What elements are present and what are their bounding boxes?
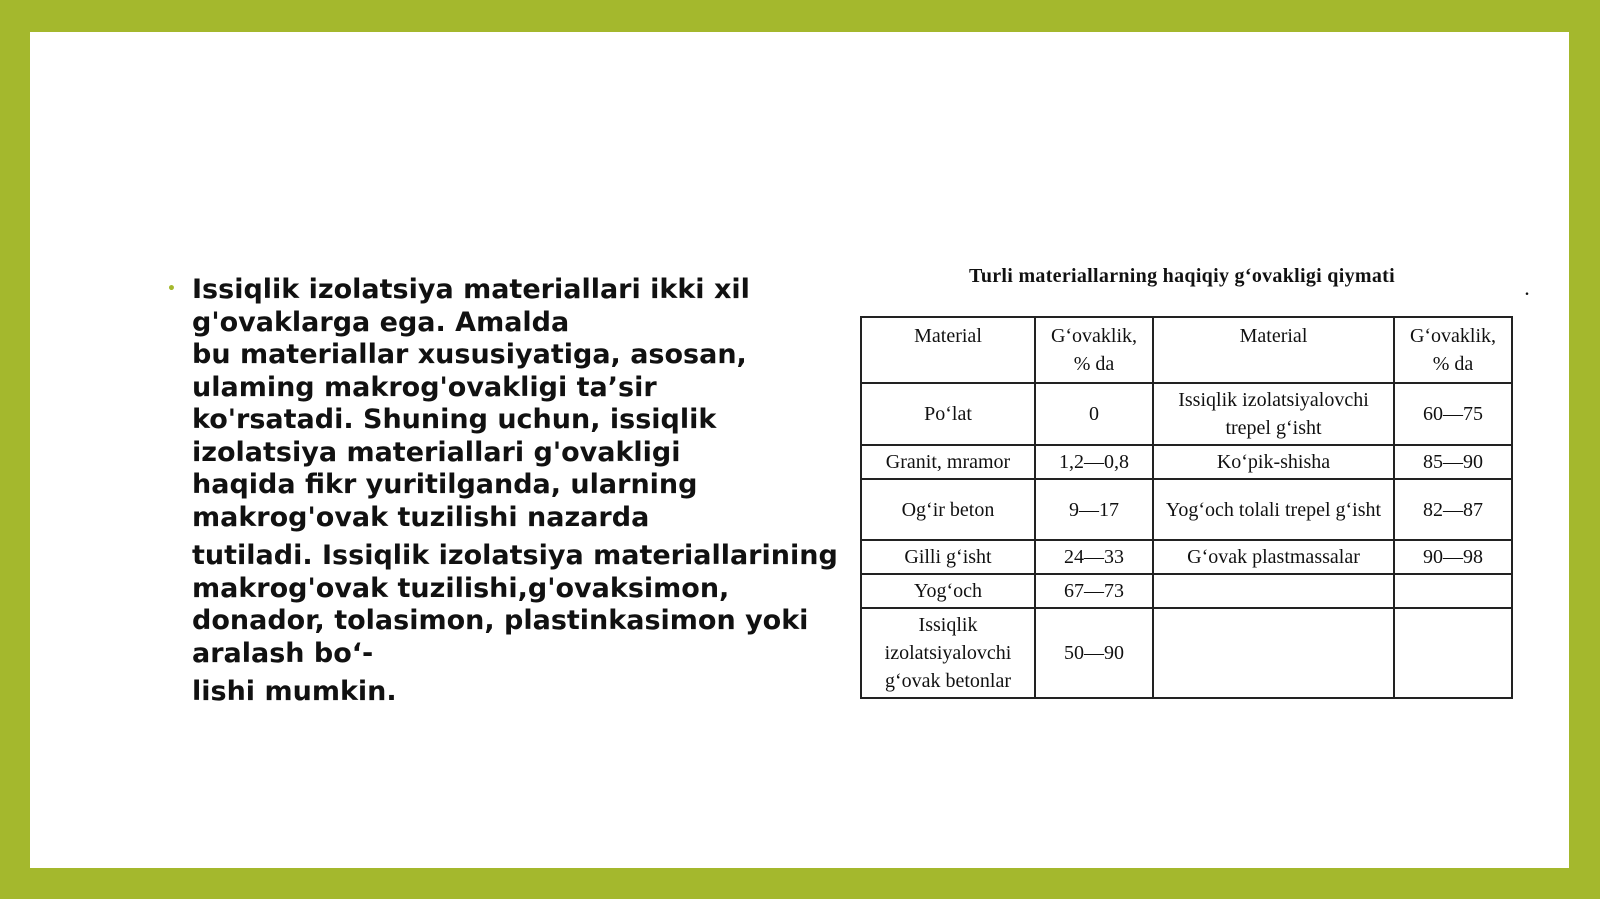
- body-text: [167, 274, 850, 709]
- table-cell: Po‘lat: [861, 383, 1035, 445]
- text-line: makrog'ovak tuzilishi,g'ovaksimon,: [192, 572, 730, 604]
- stray-dot: .: [1525, 282, 1529, 299]
- table-cell: [1153, 608, 1394, 698]
- table-title: Turli materiallarning haqiqiy g‘ovakligi qiymati: [969, 265, 1395, 287]
- table-cell: 67—73: [1035, 574, 1153, 608]
- table-cell: 0: [1035, 383, 1153, 445]
- header-material: Material: [861, 317, 1035, 383]
- table-cell: Granit, mramor: [861, 445, 1035, 479]
- table-cell: [1394, 574, 1512, 608]
- table-cell: [1153, 574, 1394, 608]
- table-row: [861, 383, 1512, 445]
- table-cell: 60—75: [1394, 383, 1512, 445]
- text-line: bu materiallar xususiyatiga, asosan,: [192, 339, 747, 370]
- paragraph: [192, 274, 850, 709]
- table-cell: Og‘ir beton: [861, 479, 1035, 540]
- table-cell: Gilli g‘isht: [861, 540, 1035, 574]
- table-cell: Yog‘och tolali trepel g‘isht: [1153, 479, 1394, 540]
- text-line: g'ovaklarga ega. Amalda: [192, 306, 570, 338]
- text-line: aralash bo‘-: [192, 637, 374, 669]
- table-cell: Yog‘och: [861, 574, 1035, 608]
- table-row: [861, 479, 1512, 540]
- table-cell: 85—90: [1394, 445, 1512, 479]
- text-line: haqida fikr yuritilganda, ularning: [192, 469, 698, 500]
- table-cell: Ko‘pik-shisha: [1153, 445, 1394, 479]
- table-row: [861, 574, 1512, 608]
- text-line: tutiladi. Issiqlik izolatsiya materiallarining: [192, 540, 838, 571]
- table-row: [861, 445, 1512, 479]
- text-line: donador, tolasimon, plastinkasimon yoki: [192, 605, 809, 636]
- text-line: lishi mumkin.: [192, 676, 397, 707]
- text-line: ulaming makrog'ovakligi ta’sir: [192, 371, 657, 403]
- table-cell: 82—87: [1394, 479, 1512, 540]
- header-porosity: G‘ovaklik, % da: [1394, 317, 1512, 383]
- header-material: Material: [1153, 317, 1394, 383]
- table-cell: 50—90: [1035, 608, 1153, 698]
- table-row: [861, 540, 1512, 574]
- header-porosity: G‘ovaklik, % da: [1035, 317, 1153, 383]
- table-cell: Issiqlik izolatsiyalovchi g‘ovak betonlar: [861, 608, 1035, 698]
- table-cell: Issiqlik izolatsiyalovchi trepel g‘isht: [1153, 383, 1394, 445]
- table-cell: G‘ovak plastmassalar: [1153, 540, 1394, 574]
- table-cell: 1,2—0,8: [1035, 445, 1153, 479]
- porosity-table: [860, 316, 1513, 699]
- table-cell: 24—33: [1035, 540, 1153, 574]
- table-cell: 90—98: [1394, 540, 1512, 574]
- table-cell: [1394, 608, 1512, 698]
- text-line: makrog'ovak tuzilishi nazarda: [192, 501, 650, 533]
- text-line: ko'rsatadi. Shuning uchun, issiqlik: [192, 404, 717, 435]
- text-line: Issiqlik izolatsiya materiallari ikki xil: [192, 274, 750, 305]
- table-cell: 9—17: [1035, 479, 1153, 540]
- text-line: izolatsiya materiallari g'ovakligi: [192, 436, 681, 468]
- table-row: [861, 608, 1512, 698]
- table-header-row: [861, 317, 1512, 383]
- bullet-dot: •: [167, 281, 176, 297]
